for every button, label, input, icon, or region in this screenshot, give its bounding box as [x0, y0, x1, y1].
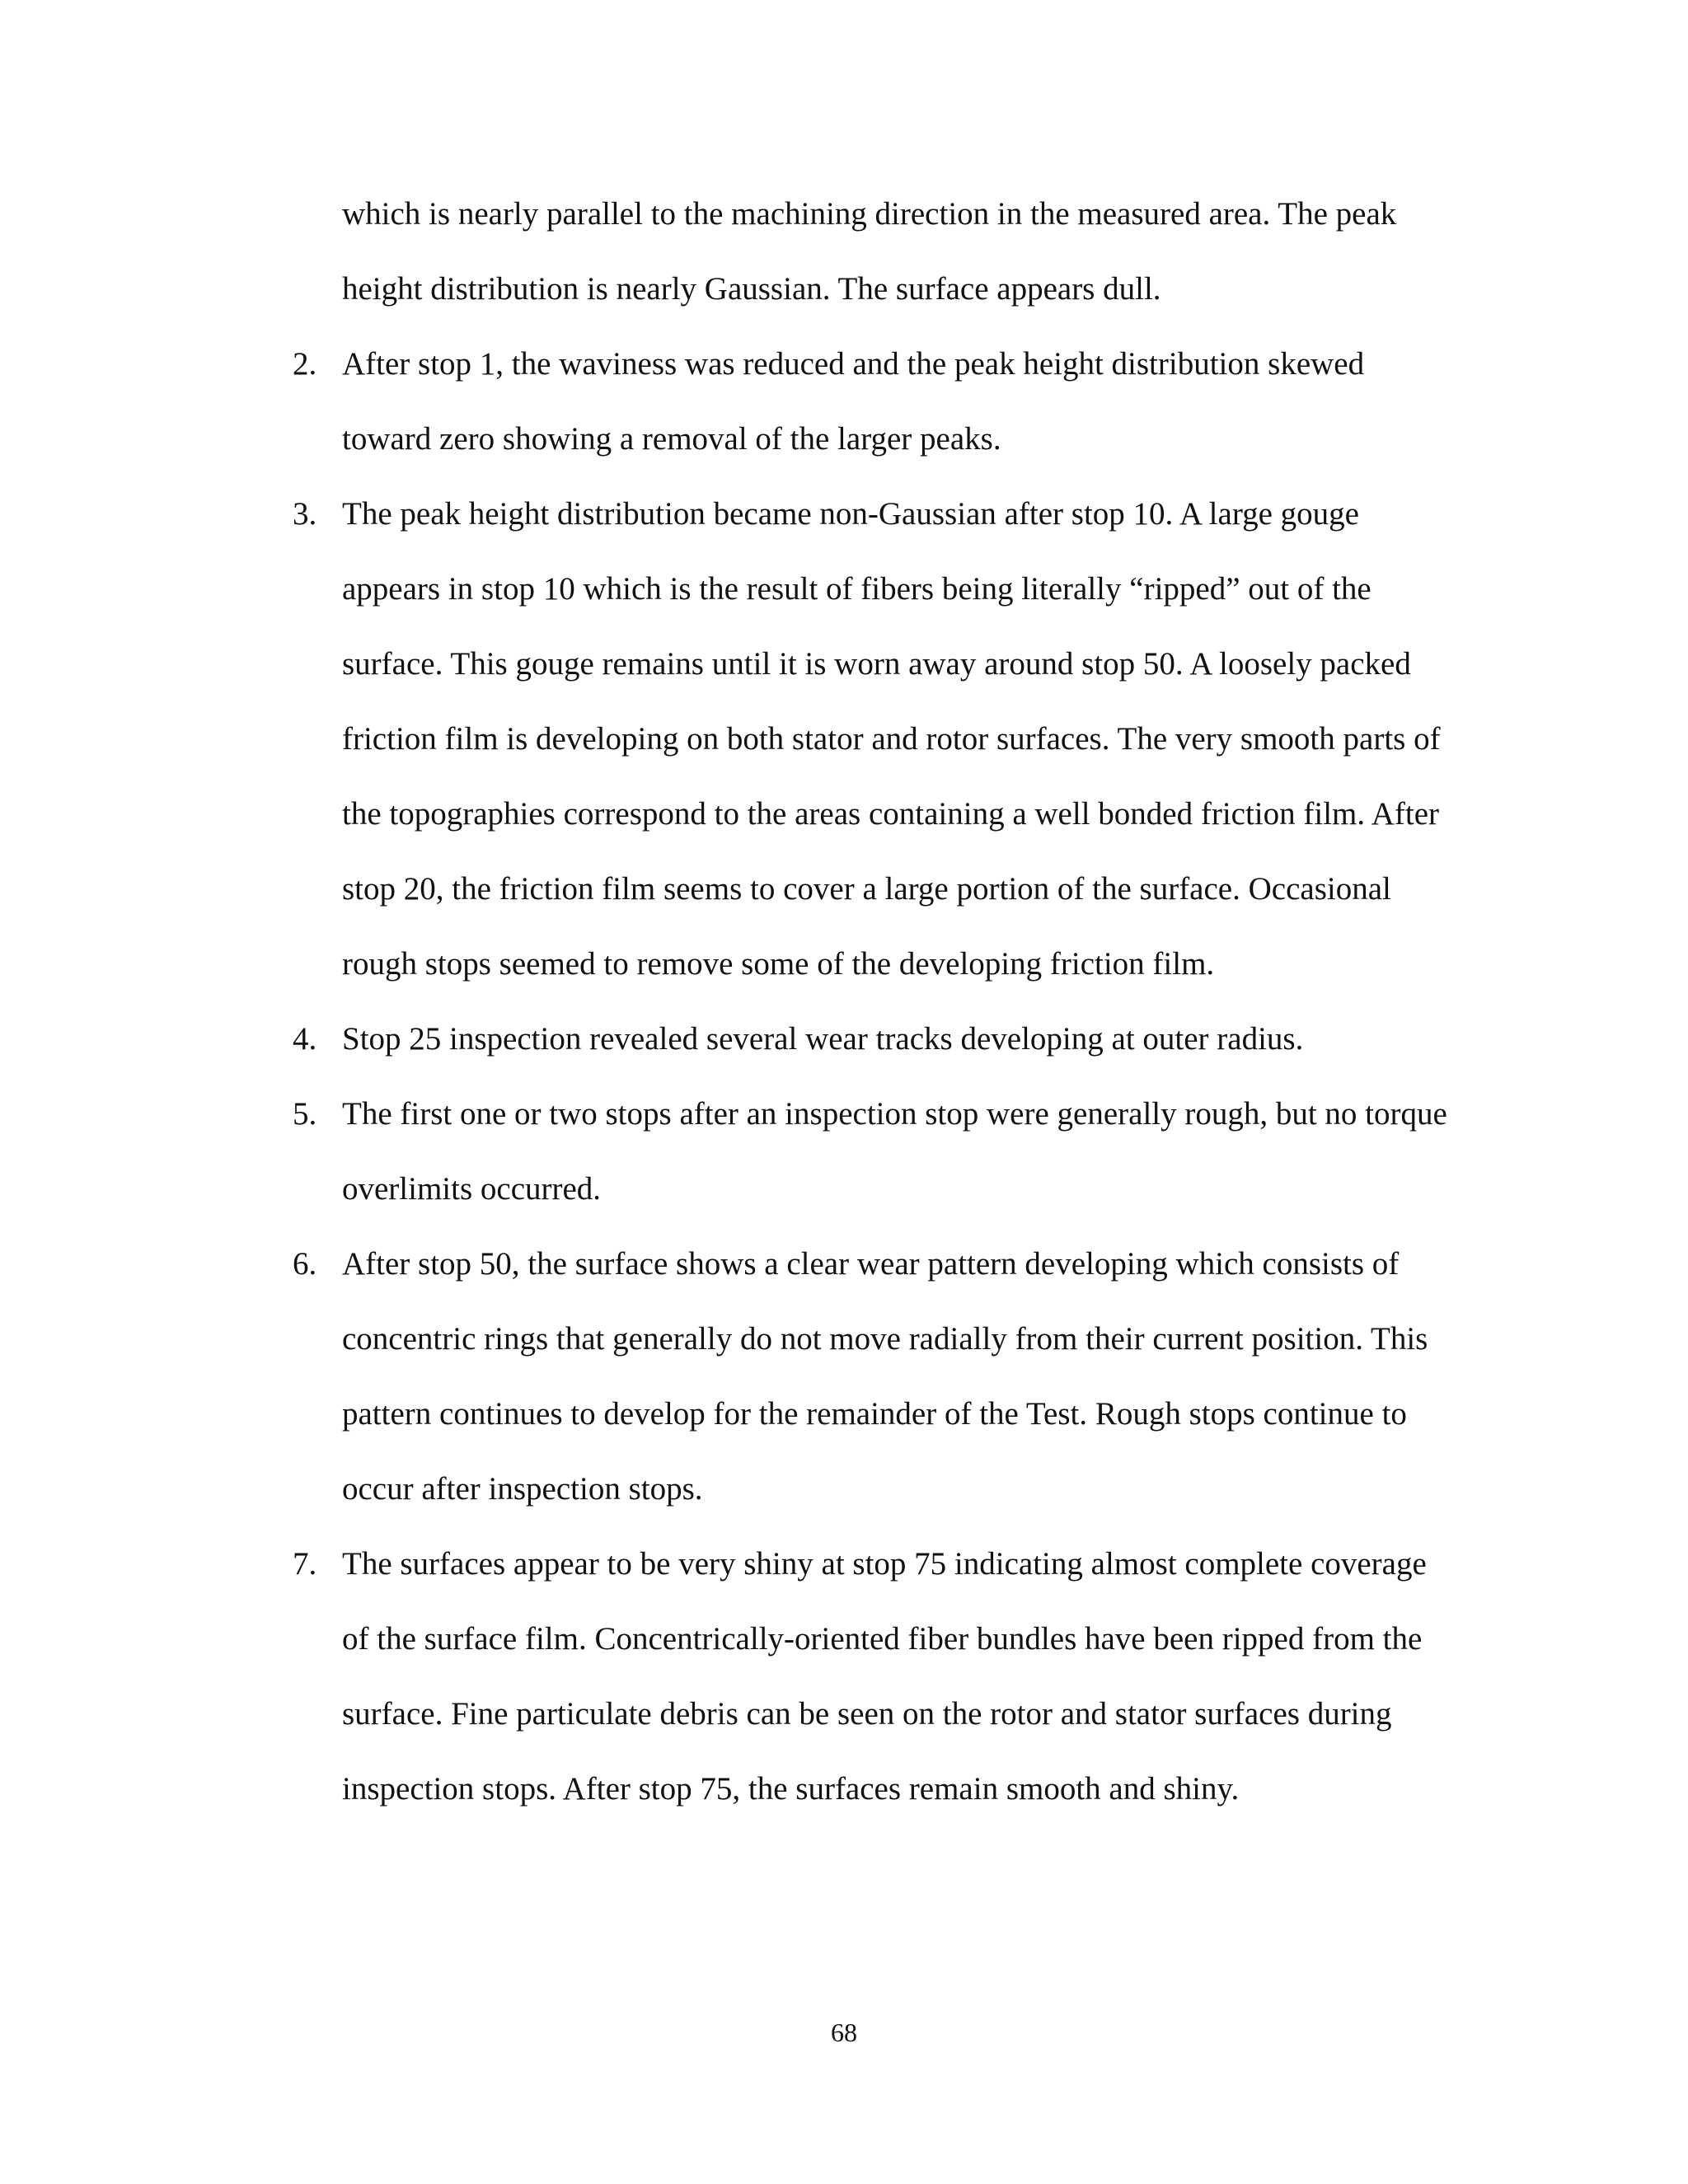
text-line: pattern continues to develop for the remainder of the Test. Rough stops continue to [342, 1396, 1407, 1432]
text-line: friction film is developing on both stator and rotor surfaces. The very smooth parts of [342, 721, 1441, 757]
list-item-number: 6. [293, 1246, 317, 1282]
text-line: concentric rings that generally do not move radially from their current position. This [342, 1321, 1428, 1357]
text-line: The peak height distribution became non-Gaussian after stop 10. A large gouge [342, 496, 1359, 532]
list-item-number: 2. [293, 346, 317, 382]
text-line: The first one or two stops after an inspection stop were generally rough, but no torque [342, 1096, 1447, 1132]
list-item-number: 4. [293, 1021, 317, 1057]
text-line: overlimits occurred. [342, 1171, 602, 1207]
text-line: surface. This gouge remains until it is worn away around stop 50. A loosely packed [342, 646, 1411, 682]
text-line: inspection stops. After stop 75, the surfaces remain smooth and shiny. [342, 1771, 1240, 1807]
text-line: stop 20, the friction film seems to cover a large portion of the surface. Occasional [342, 871, 1391, 907]
text-line: which is nearly parallel to the machining direction in the measured area. The peak [342, 196, 1397, 232]
text-line: Stop 25 inspection revealed several wear tracks developing at outer radius. [342, 1021, 1304, 1057]
text-line: appears in stop 10 which is the result of fibers being literally “ripped” out of the [342, 571, 1372, 607]
text-line: After stop 1, the waviness was reduced and the peak height distribution skewed [342, 346, 1365, 382]
text-line: The surfaces appear to be very shiny at stop 75 indicating almost complete coverage [342, 1546, 1427, 1582]
text-line: After stop 50, the surface shows a clear wear pattern developing which consists of [342, 1246, 1400, 1282]
text-line: toward zero showing a removal of the larger peaks. [342, 421, 1001, 457]
text-line: of the surface film. Concentrically-oriented fiber bundles have been ripped from the [342, 1621, 1423, 1657]
list-item-number: 7. [293, 1546, 317, 1582]
list-item-number: 5. [293, 1096, 317, 1132]
text-line: the topographies correspond to the areas containing a well bonded friction film. After [342, 796, 1440, 832]
text-line: surface. Fine particulate debris can be seen on the rotor and stator surfaces during [342, 1696, 1392, 1732]
page-number: 68 [831, 2018, 857, 2047]
text-line: occur after inspection stops. [342, 1471, 703, 1507]
text-line: rough stops seemed to remove some of the developing friction film. [342, 946, 1215, 982]
list-item-number: 3. [293, 496, 317, 532]
text-line: height distribution is nearly Gaussian. The surface appears dull. [342, 271, 1161, 307]
